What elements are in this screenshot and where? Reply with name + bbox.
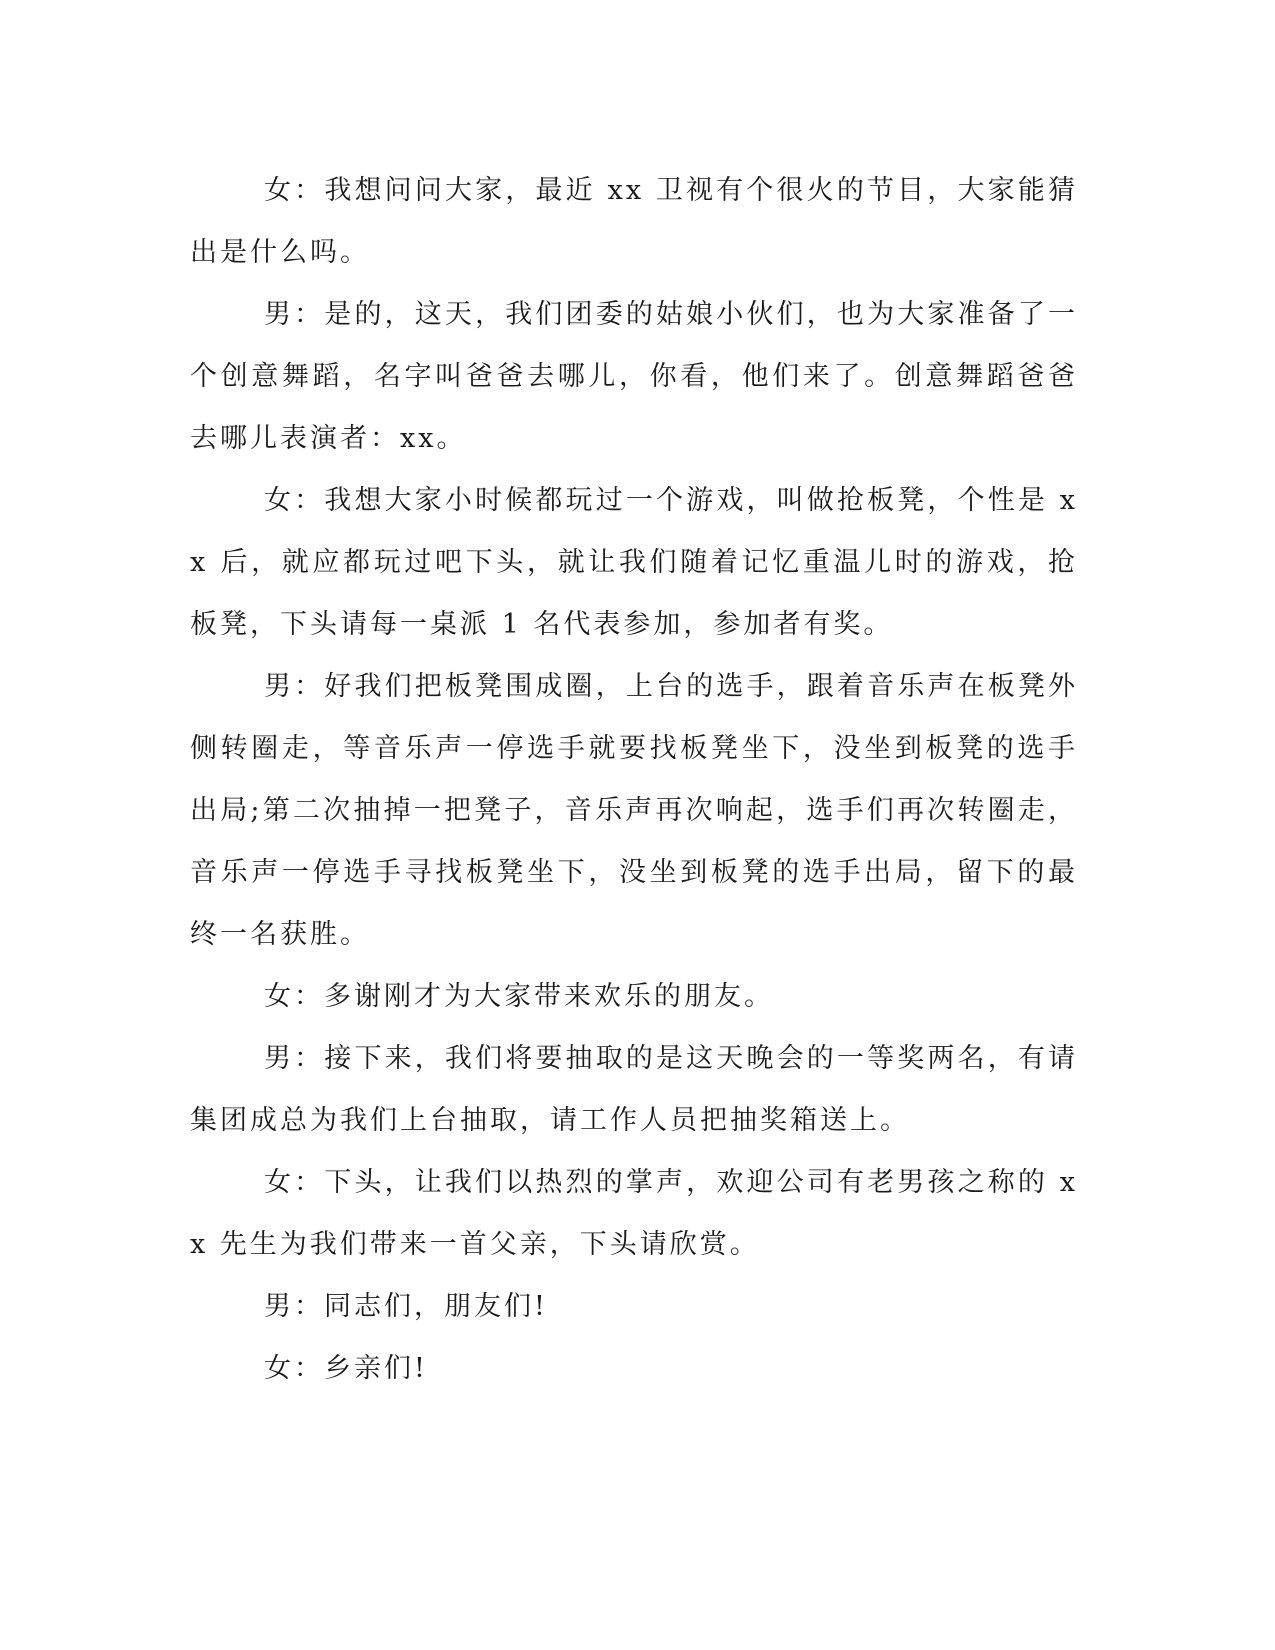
document-body xyxy=(190,160,1078,1400)
dialogue-paragraph: 男：是的，这天，我们团委的姑娘小伙们，也为大家准备了一个创意舞蹈，名字叫爸爸去哪儿，你看，他们来了。创意舞蹈爸爸去哪儿表演者：xx。 xyxy=(190,299,1078,454)
dialogue-paragraph: 女：我想问问大家，最近 xx 卫视有个很火的节目，大家能猜出是什么吗。 xyxy=(190,175,1078,268)
dialogue-paragraph: 女：乡亲们! xyxy=(264,1353,428,1384)
dialogue-paragraph: 女：多谢刚才为大家带来欢乐的朋友。 xyxy=(264,981,774,1012)
dialogue-paragraph: 女：下头，让我们以热烈的掌声，欢迎公司有老男孩之称的 xx 先生为我们带来一首父亲，下头请欣赏。 xyxy=(190,1167,1078,1260)
dialogue-paragraph: 男：同志们，朋友们! xyxy=(264,1291,548,1322)
dialogue-paragraph: 男：接下来，我们将要抽取的是这天晚会的一等奖两名，有请集团成总为我们上台抽取，请工作人员把抽奖箱送上。 xyxy=(190,1043,1078,1136)
dialogue-paragraph: 女：我想大家小时候都玩过一个游戏，叫做抢板凳，个性是 xx 后，就应都玩过吧下头，就让我们随着记忆重温儿时的游戏，抢板凳，下头请每一桌派 1 名代表参加，参加者有奖。 xyxy=(190,485,1078,640)
dialogue-paragraph: 男：好我们把板凳围成圈，上台的选手，跟着音乐声在板凳外侧转圈走，等音乐声一停选手就要找板凳坐下，没坐到板凳的选手出局;第二次抽掉一把凳子，音乐声再次响起，选手们再次转圈走，音乐声一停选手寻找板凳坐下，没坐到板凳的选手出局，留下的最终一名获胜。 xyxy=(190,671,1078,950)
